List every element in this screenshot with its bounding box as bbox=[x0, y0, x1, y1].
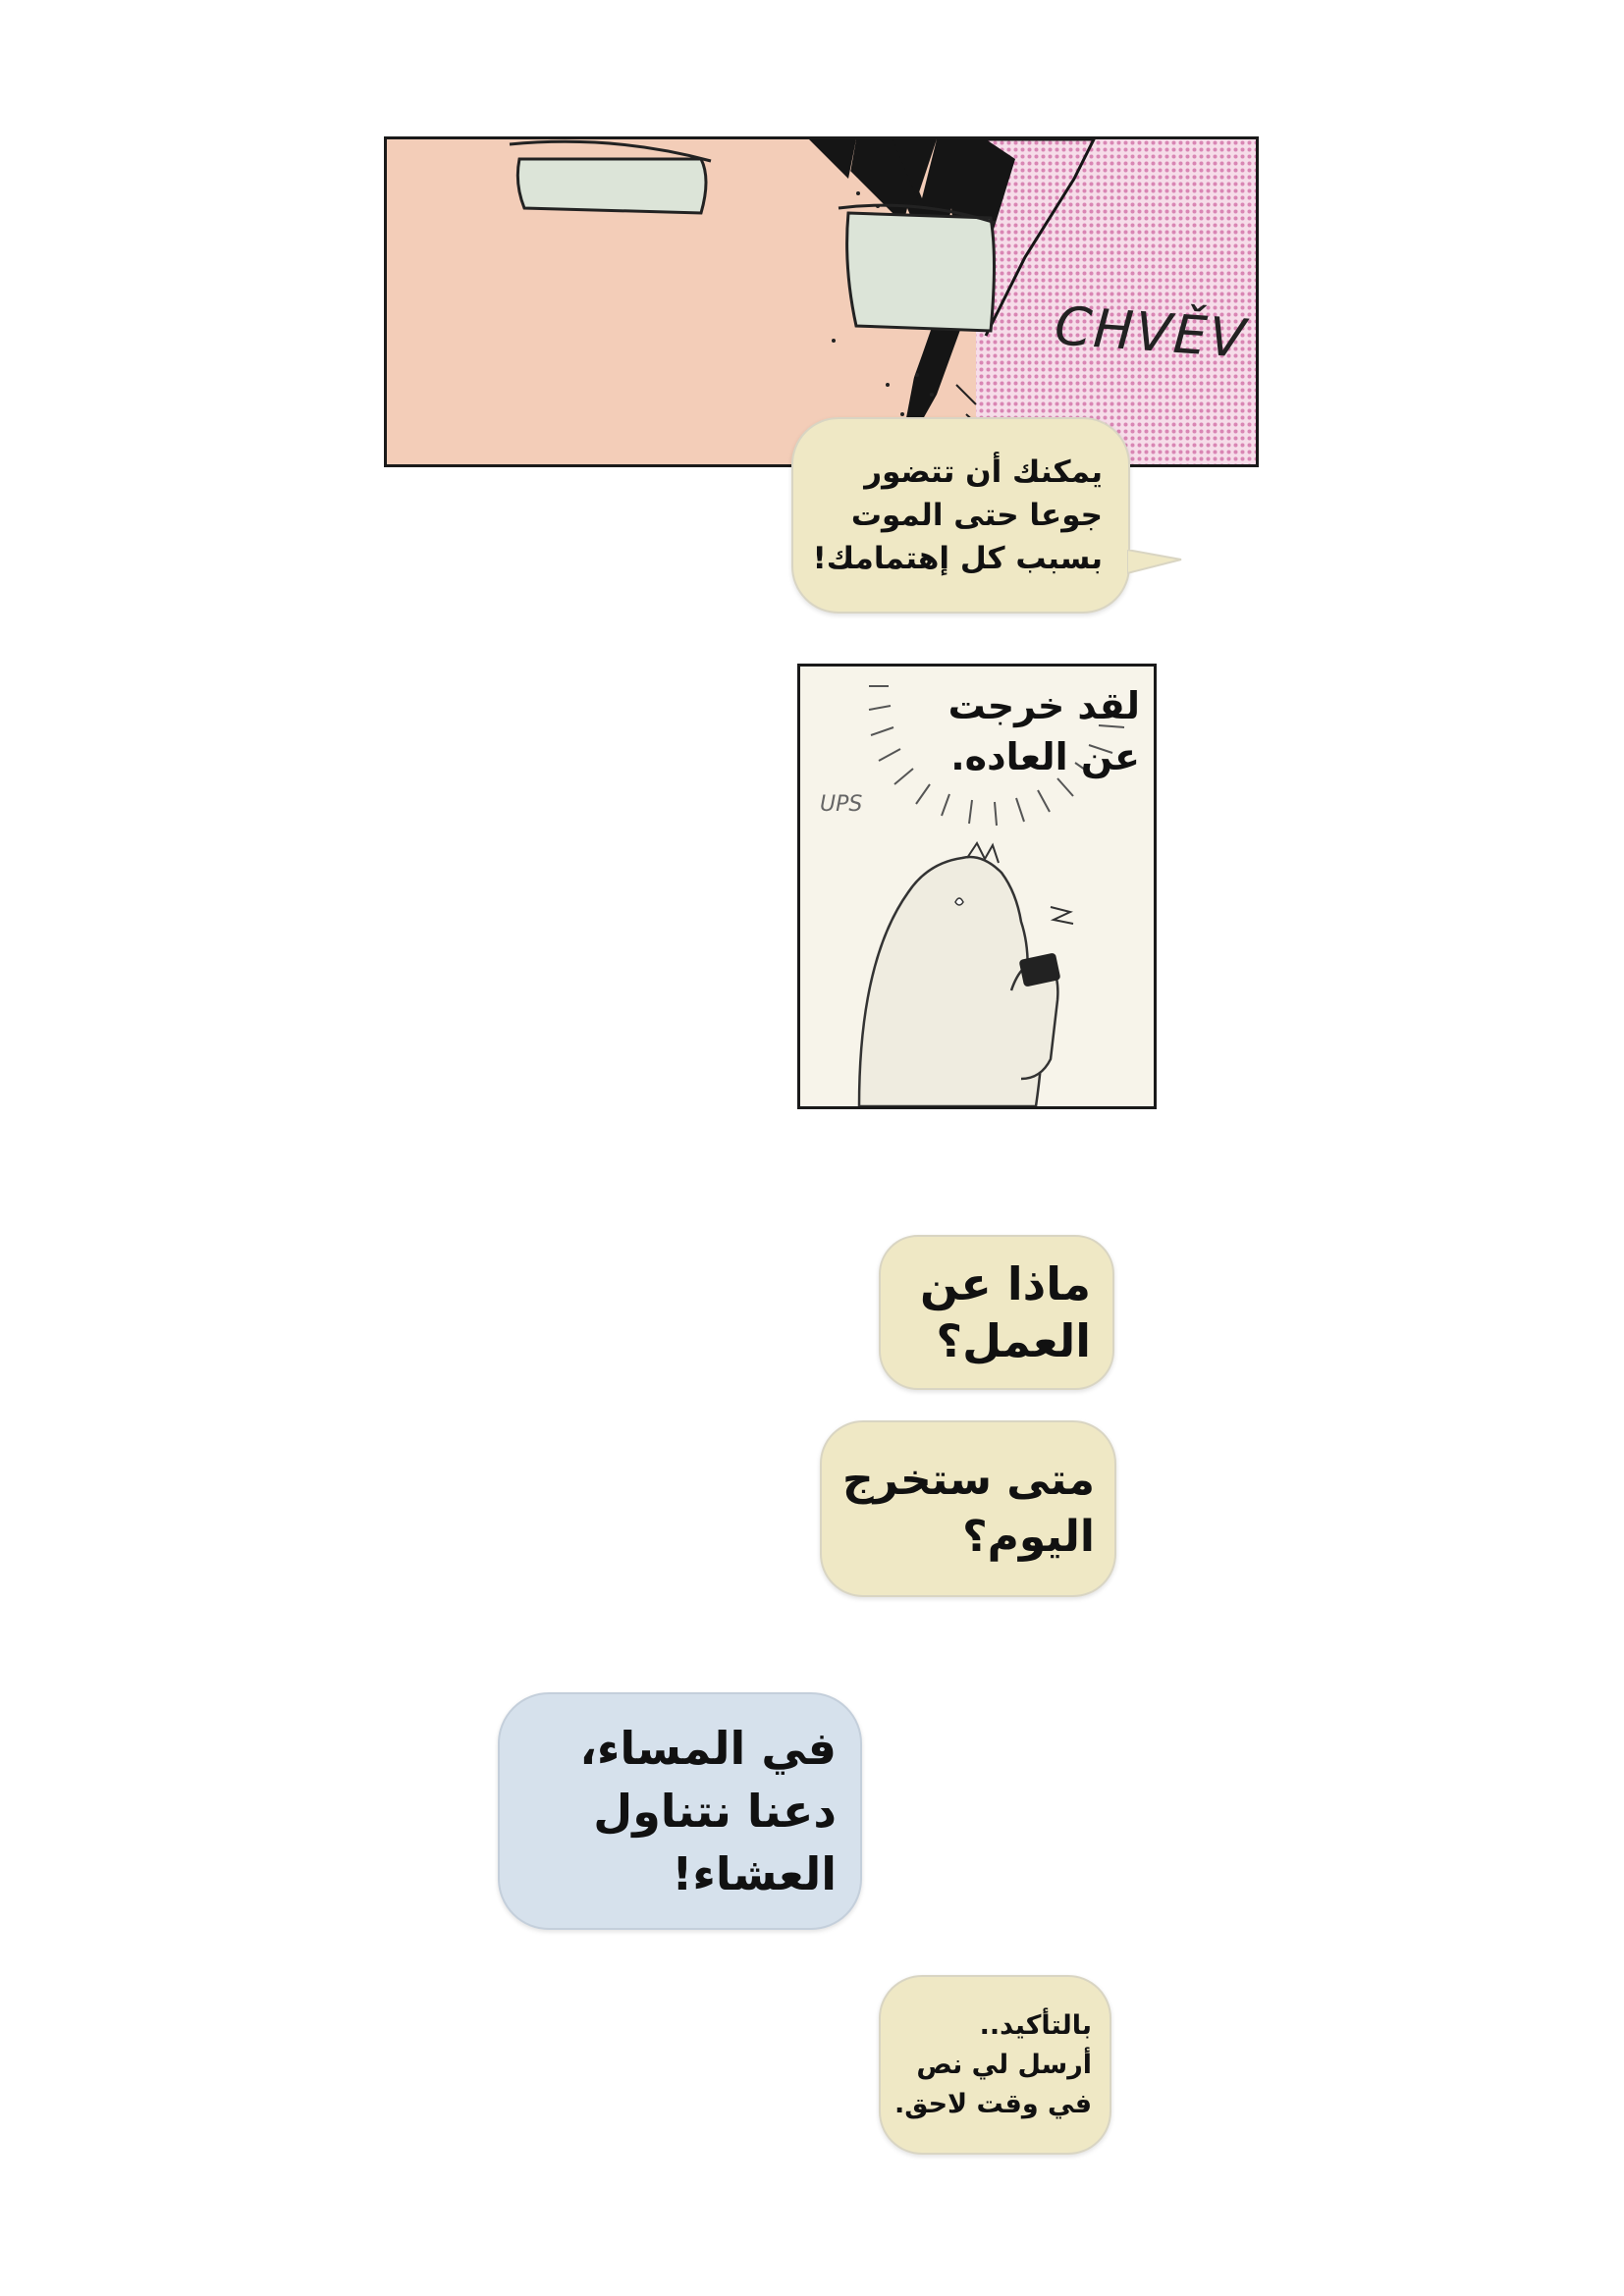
thought-line: عن العاده. bbox=[950, 735, 1140, 778]
comic-panel-phone bbox=[797, 664, 1157, 1109]
bubble-line: بسبب كل إهتمامك! bbox=[812, 541, 1103, 576]
message-bubble bbox=[820, 1420, 1116, 1597]
message-line: العمل؟ bbox=[936, 1314, 1091, 1367]
message-bubble bbox=[879, 1975, 1111, 2155]
message-line: بالتأكيد.. bbox=[979, 2009, 1092, 2041]
sfx-ups: UPS bbox=[820, 792, 863, 817]
reply-bubble bbox=[498, 1692, 862, 1930]
bubble-line: جوعا حتى الموت bbox=[850, 498, 1103, 533]
message-line: أرسل لي نص bbox=[916, 2049, 1092, 2080]
message-line: في وقت لاحق. bbox=[894, 2088, 1092, 2119]
thought-text bbox=[948, 680, 1140, 782]
thought-line: لقد خرجت bbox=[947, 684, 1140, 727]
message-bubble bbox=[879, 1235, 1114, 1390]
bubble-line: يمكنك أن تتضور bbox=[864, 454, 1103, 490]
comic-panel-face bbox=[384, 136, 1259, 467]
message-line: العشاء! bbox=[672, 1847, 837, 1900]
sfx-text: CHVĚV bbox=[1053, 294, 1250, 370]
message-line: متى ستخرج bbox=[841, 1455, 1095, 1505]
bubble-tail bbox=[1127, 550, 1186, 579]
message-line: دعنا نتناول bbox=[593, 1785, 837, 1838]
speech-bubble-panel1 bbox=[791, 417, 1130, 614]
message-line: ماذا عن bbox=[920, 1257, 1091, 1310]
message-line: في المساء، bbox=[579, 1722, 837, 1775]
message-line: اليوم؟ bbox=[962, 1512, 1095, 1562]
